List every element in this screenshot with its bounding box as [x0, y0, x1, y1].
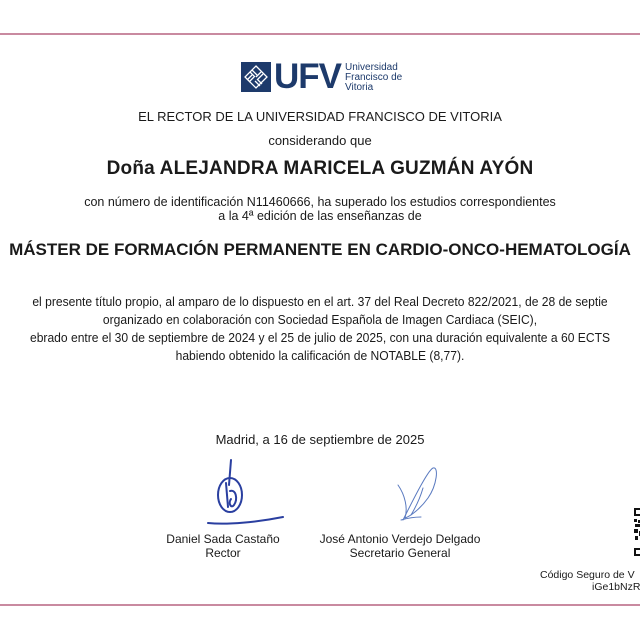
identification-line-1: con número de identificación N11460666, ha superado los estudios correspondientes [84, 195, 556, 209]
ufv-logo [241, 57, 403, 96]
secretary-role: Secretario General [349, 546, 451, 560]
secretary-signer [310, 532, 490, 560]
program-title: MÁSTER DE FORMACIÓN PERMANENTE EN CARDIO-ONCO-HEMATOLOGÍA [9, 240, 631, 259]
place-and-date: Madrid, a 16 de septiembre de 2025 [215, 432, 425, 447]
rector-name: Daniel Sada Castaño [166, 532, 280, 546]
verification-label: Código Seguro de V [540, 569, 635, 581]
body-line-4: habiendo obtenido la calificación de NOTABLE (8,77). [175, 348, 465, 363]
qr-code-icon[interactable] [634, 508, 640, 556]
recipient-name: Doña ALEJANDRA MARICELA GUZMÁN AYÓN [106, 158, 534, 179]
top-border-rule [0, 33, 640, 35]
rector-role: Rector [205, 546, 241, 560]
bottom-border-rule [0, 604, 640, 606]
body-line-2: organizado en colaboración con Sociedad Española de Imagen Cardiaca (SEIC), [102, 312, 538, 327]
body-line-1: el presente título propio, al amparo de lo dispuesto en el art. 37 del Real Decreto 822/2021, de 28 de septie [32, 294, 608, 309]
logo-university-name: Universidad Francisco de Vitoria [345, 61, 403, 93]
rector-signer [148, 532, 298, 560]
ufv-emblem-icon [241, 62, 271, 92]
body-line-3: ebrado entre el 30 de septiembre de 2024 y el 25 de julio de 2025, con una duración equivalente a 60 ECTS [29, 330, 611, 345]
secretary-name: José Antonio Verdejo Delgado [319, 532, 481, 546]
identification-line-2: a la 4ª edición de las enseñanzas de [218, 209, 422, 223]
logo-abbreviation: UFV [274, 57, 341, 96]
secretary-signature-icon [393, 460, 443, 535]
issuer-heading: EL RECTOR DE LA UNIVERSIDAD FRANCISCO DE VITORIA [138, 109, 502, 124]
verification-code: iGe1bNzR [592, 581, 640, 593]
considering-text: considerando que [268, 133, 372, 148]
rector-signature-icon [198, 455, 298, 540]
